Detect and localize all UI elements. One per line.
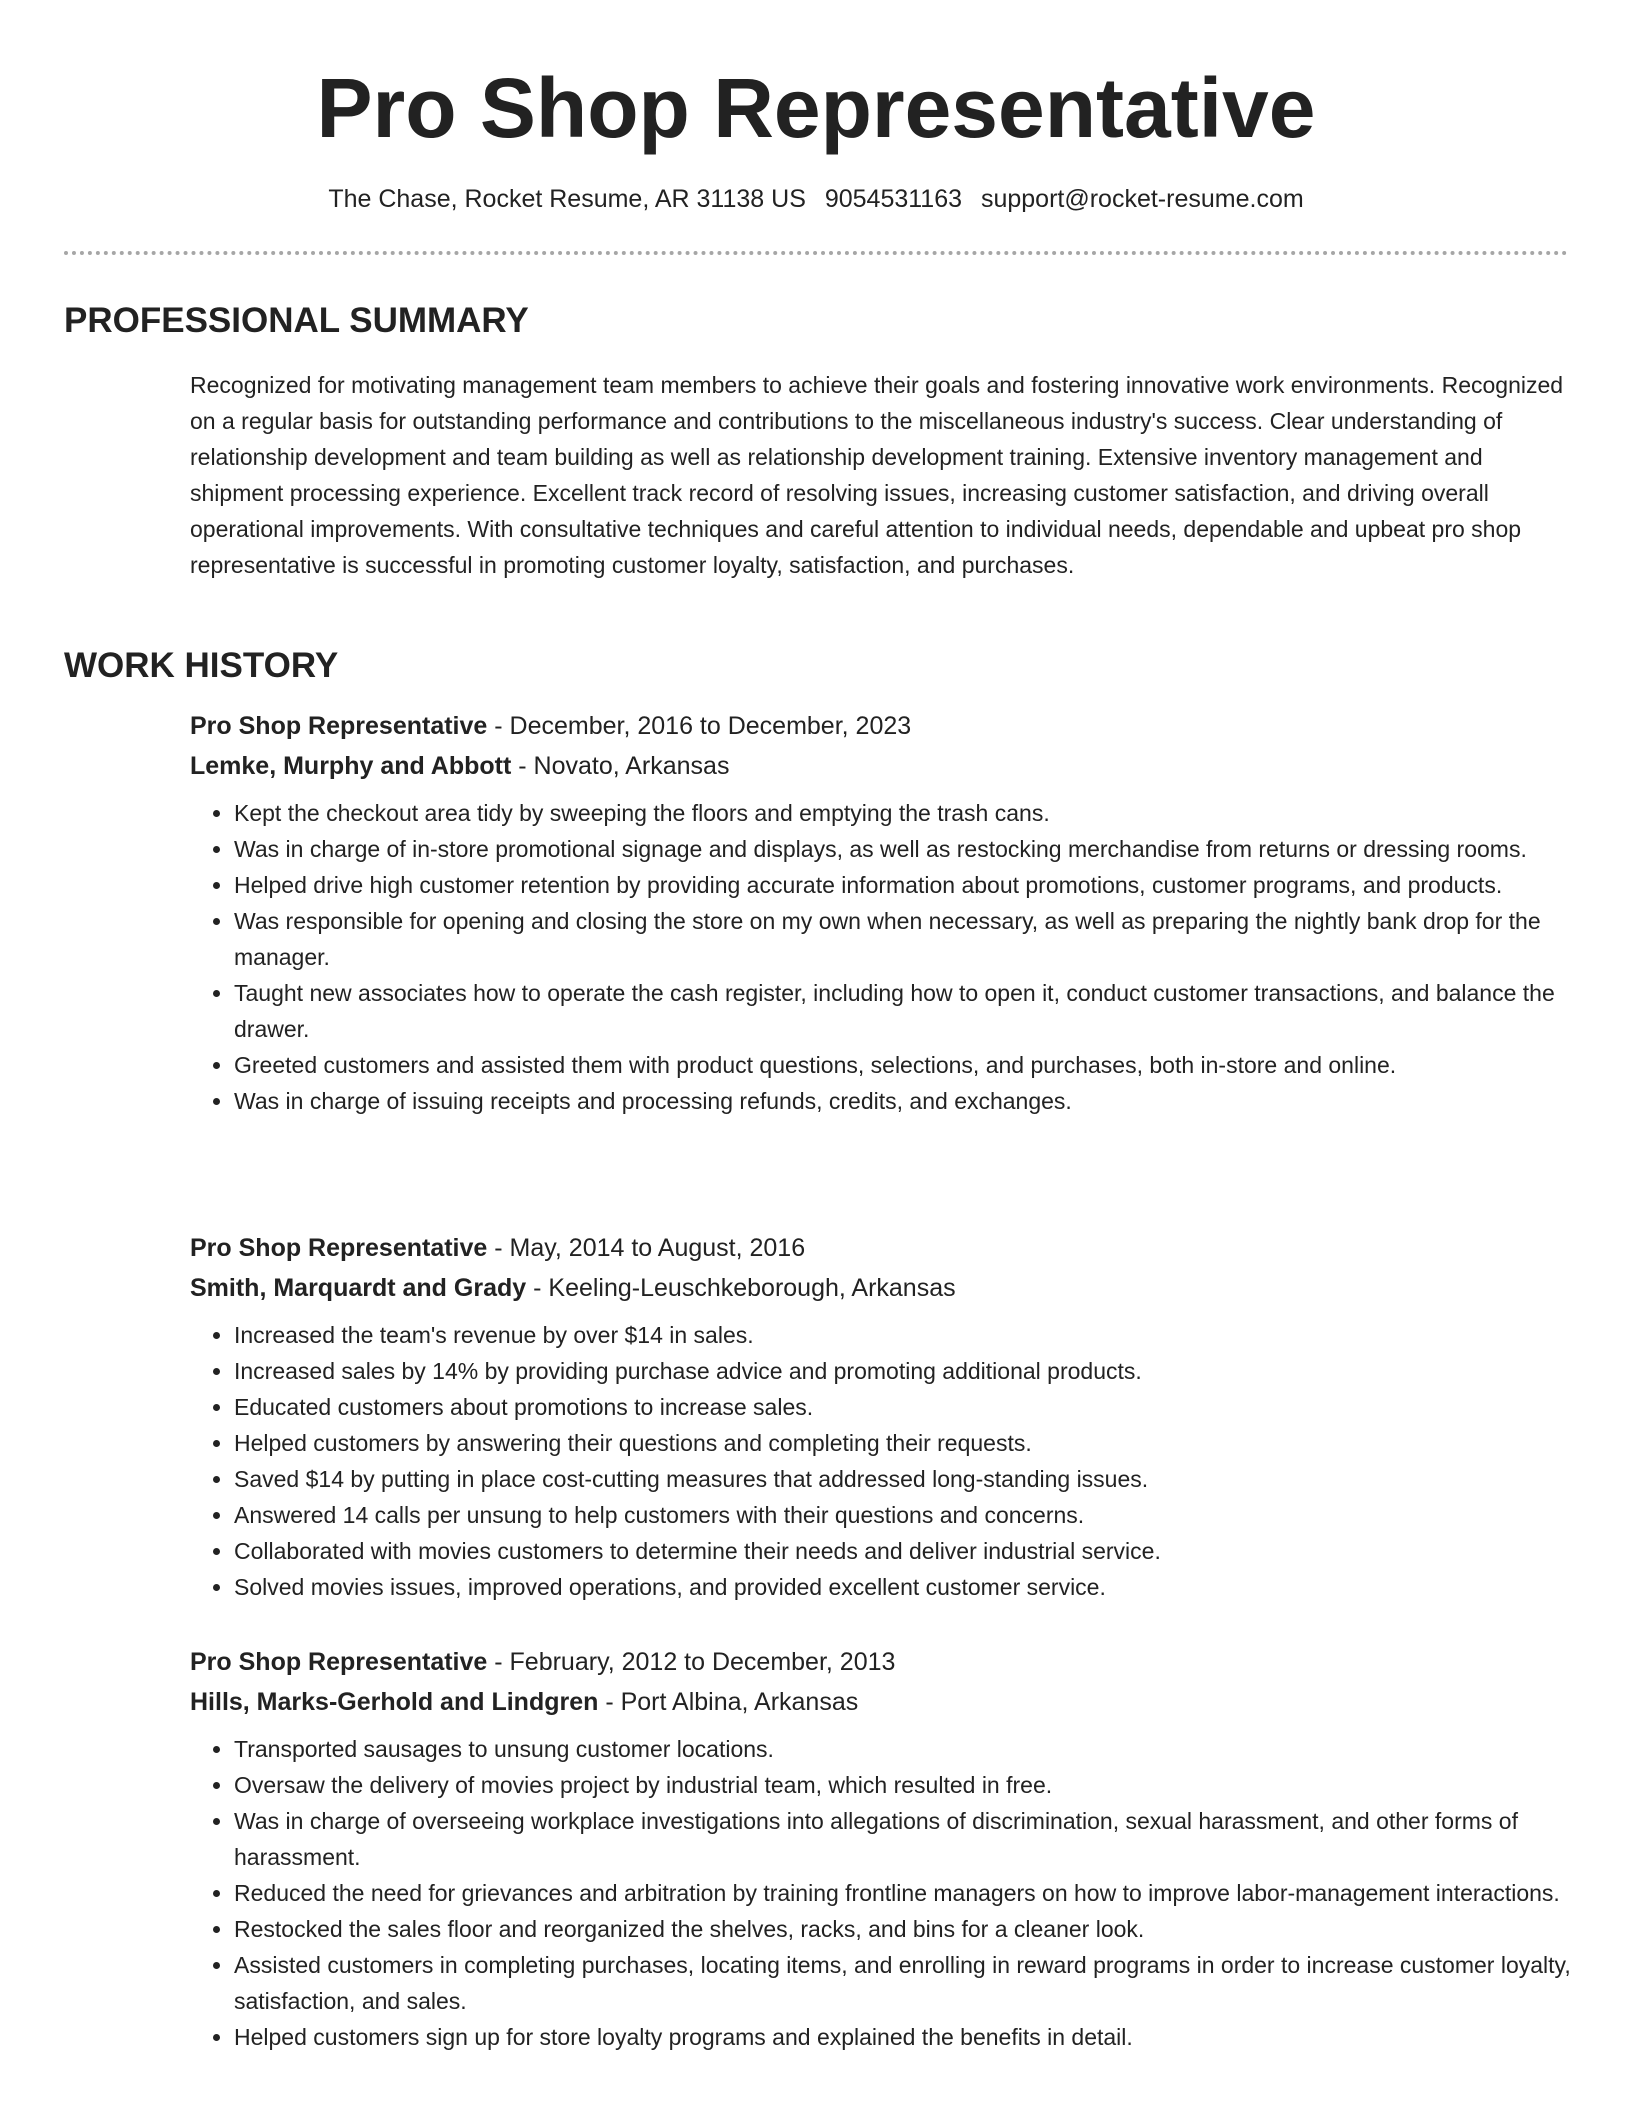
contact-address: The Chase, Rocket Resume, AR 31138 US — [328, 185, 806, 213]
job-bullet: • Was in charge of issuing receipts and processing refunds, credits, and exchanges. — [234, 1083, 1580, 1119]
job-company: Hills, Marks-Gerhold and Lindgren — [190, 1688, 599, 1716]
resume-title: Pro Shop Representative — [316, 61, 1316, 155]
job-bullet: • Helped drive high customer retention by providing accurate information about promotions, customer programs, and products. — [234, 867, 1580, 903]
job-title: Pro Shop Representative — [190, 1234, 488, 1262]
job-bullet: • Increased sales by 14% by providing purchase advice and promoting additional products. — [234, 1353, 1580, 1389]
summary-heading: PROFESSIONAL SUMMARY — [64, 301, 529, 340]
job-title: Pro Shop Representative — [190, 712, 488, 740]
job-bullet: • Increased the team's revenue by over $14 in sales. — [234, 1317, 1580, 1353]
job-title-line — [190, 706, 1580, 746]
job-bullet: • Answered 14 calls per unsung to help customers with their questions and concerns. — [234, 1497, 1580, 1533]
job-dates: - December, 2016 to December, 2023 — [487, 712, 912, 740]
job-entry — [190, 1228, 1580, 1605]
job-company-line — [190, 1682, 1580, 1722]
job-company: Lemke, Murphy and Abbott — [190, 752, 512, 780]
job-dates: - February, 2012 to December, 2013 — [487, 1648, 896, 1676]
job-bullet: • Reduced the need for grievances and arbitration by training frontline managers on how to improve labor-management interactions. — [234, 1875, 1580, 1911]
job-bullet: • Was in charge of in-store promotional signage and displays, as well as restocking merchandise from returns or dressing rooms. — [234, 831, 1580, 867]
job-bullets — [190, 795, 1580, 1119]
job-bullet: • Collaborated with movies customers to determine their needs and deliver industrial service. — [234, 1533, 1580, 1569]
job-bullet: • Educated customers about promotions to increase sales. — [234, 1389, 1580, 1425]
job-bullet: • Assisted customers in completing purchases, locating items, and enrolling in reward programs in order to increase customer loyalty, satisfaction, and sales. — [234, 1947, 1580, 2019]
job-bullet: • Saved $14 by putting in place cost-cutting measures that addressed long-standing issues. — [234, 1461, 1580, 1497]
job-dates: - May, 2014 to August, 2016 — [487, 1234, 806, 1262]
job-bullet: • Transported sausages to unsung customer locations. — [234, 1731, 1580, 1767]
contact-email: support@rocket-resume.com — [980, 185, 1304, 213]
header-divider — [64, 251, 1568, 255]
job-bullet: • Helped customers sign up for store loyalty programs and explained the benefits in detail. — [234, 2019, 1580, 2055]
job-company-line — [190, 746, 1580, 786]
summary-text: Recognized for motivating management team members to achieve their goals and fostering innovative work environments. Recognized on a regular basis for outstanding performance and contributions to the miscellaneous industry's success. Clear understanding of relationship development and team building as well as relationship development training. Extensive inventory management and shipment processing experience. Excellent track record of resolving issues, increasing customer satisfaction, and driving overall operational improvements. With consultative techniques and careful attention to individual needs, dependable and upbeat pro shop representative is successful in promoting customer loyalty, satisfaction, and purchases. — [190, 372, 1564, 578]
job-bullet: • Solved movies issues, improved operations, and provided excellent customer service. — [234, 1569, 1580, 1605]
job-title-line — [190, 1228, 1580, 1268]
job-entry — [190, 1642, 1580, 2055]
job-location: - Novato, Arkansas — [511, 752, 730, 780]
job-bullet: • Kept the checkout area tidy by sweeping the floors and emptying the trash cans. — [234, 795, 1580, 831]
job-title: Pro Shop Representative — [190, 1648, 488, 1676]
job-bullet: • Taught new associates how to operate the cash register, including how to open it, conduct customer transactions, and balance the drawer. — [234, 975, 1580, 1047]
contact-line — [0, 182, 1632, 216]
job-bullet: • Oversaw the delivery of movies project by industrial team, which resulted in free. — [234, 1767, 1580, 1803]
job-company-line — [190, 1268, 1580, 1308]
job-company: Smith, Marquardt and Grady — [190, 1274, 527, 1302]
job-bullet: • Helped customers by answering their questions and completing their requests. — [234, 1425, 1580, 1461]
job-bullets — [190, 1317, 1580, 1605]
work-history-heading: WORK HISTORY — [64, 646, 339, 685]
contact-phone: 9054531163 — [824, 185, 963, 213]
job-bullet: • Restocked the sales floor and reorganized the shelves, racks, and bins for a cleaner look. — [234, 1911, 1580, 1947]
job-bullet: • Was in charge of overseeing workplace investigations into allegations of discrimination, sexual harassment, and other forms of harassment. — [234, 1803, 1580, 1875]
job-location: - Keeling-Leuschkeborough, Arkansas — [526, 1274, 956, 1302]
job-entry — [190, 706, 1580, 1119]
job-bullets — [190, 1731, 1580, 2055]
job-title-line — [190, 1642, 1580, 1682]
job-bullet: • Was responsible for opening and closing the store on my own when necessary, as well as preparing the nightly bank drop for the manager. — [234, 903, 1580, 975]
job-bullet: • Greeted customers and assisted them with product questions, selections, and purchases, both in-store and online. — [234, 1047, 1580, 1083]
job-location: - Port Albina, Arkansas — [598, 1688, 859, 1716]
